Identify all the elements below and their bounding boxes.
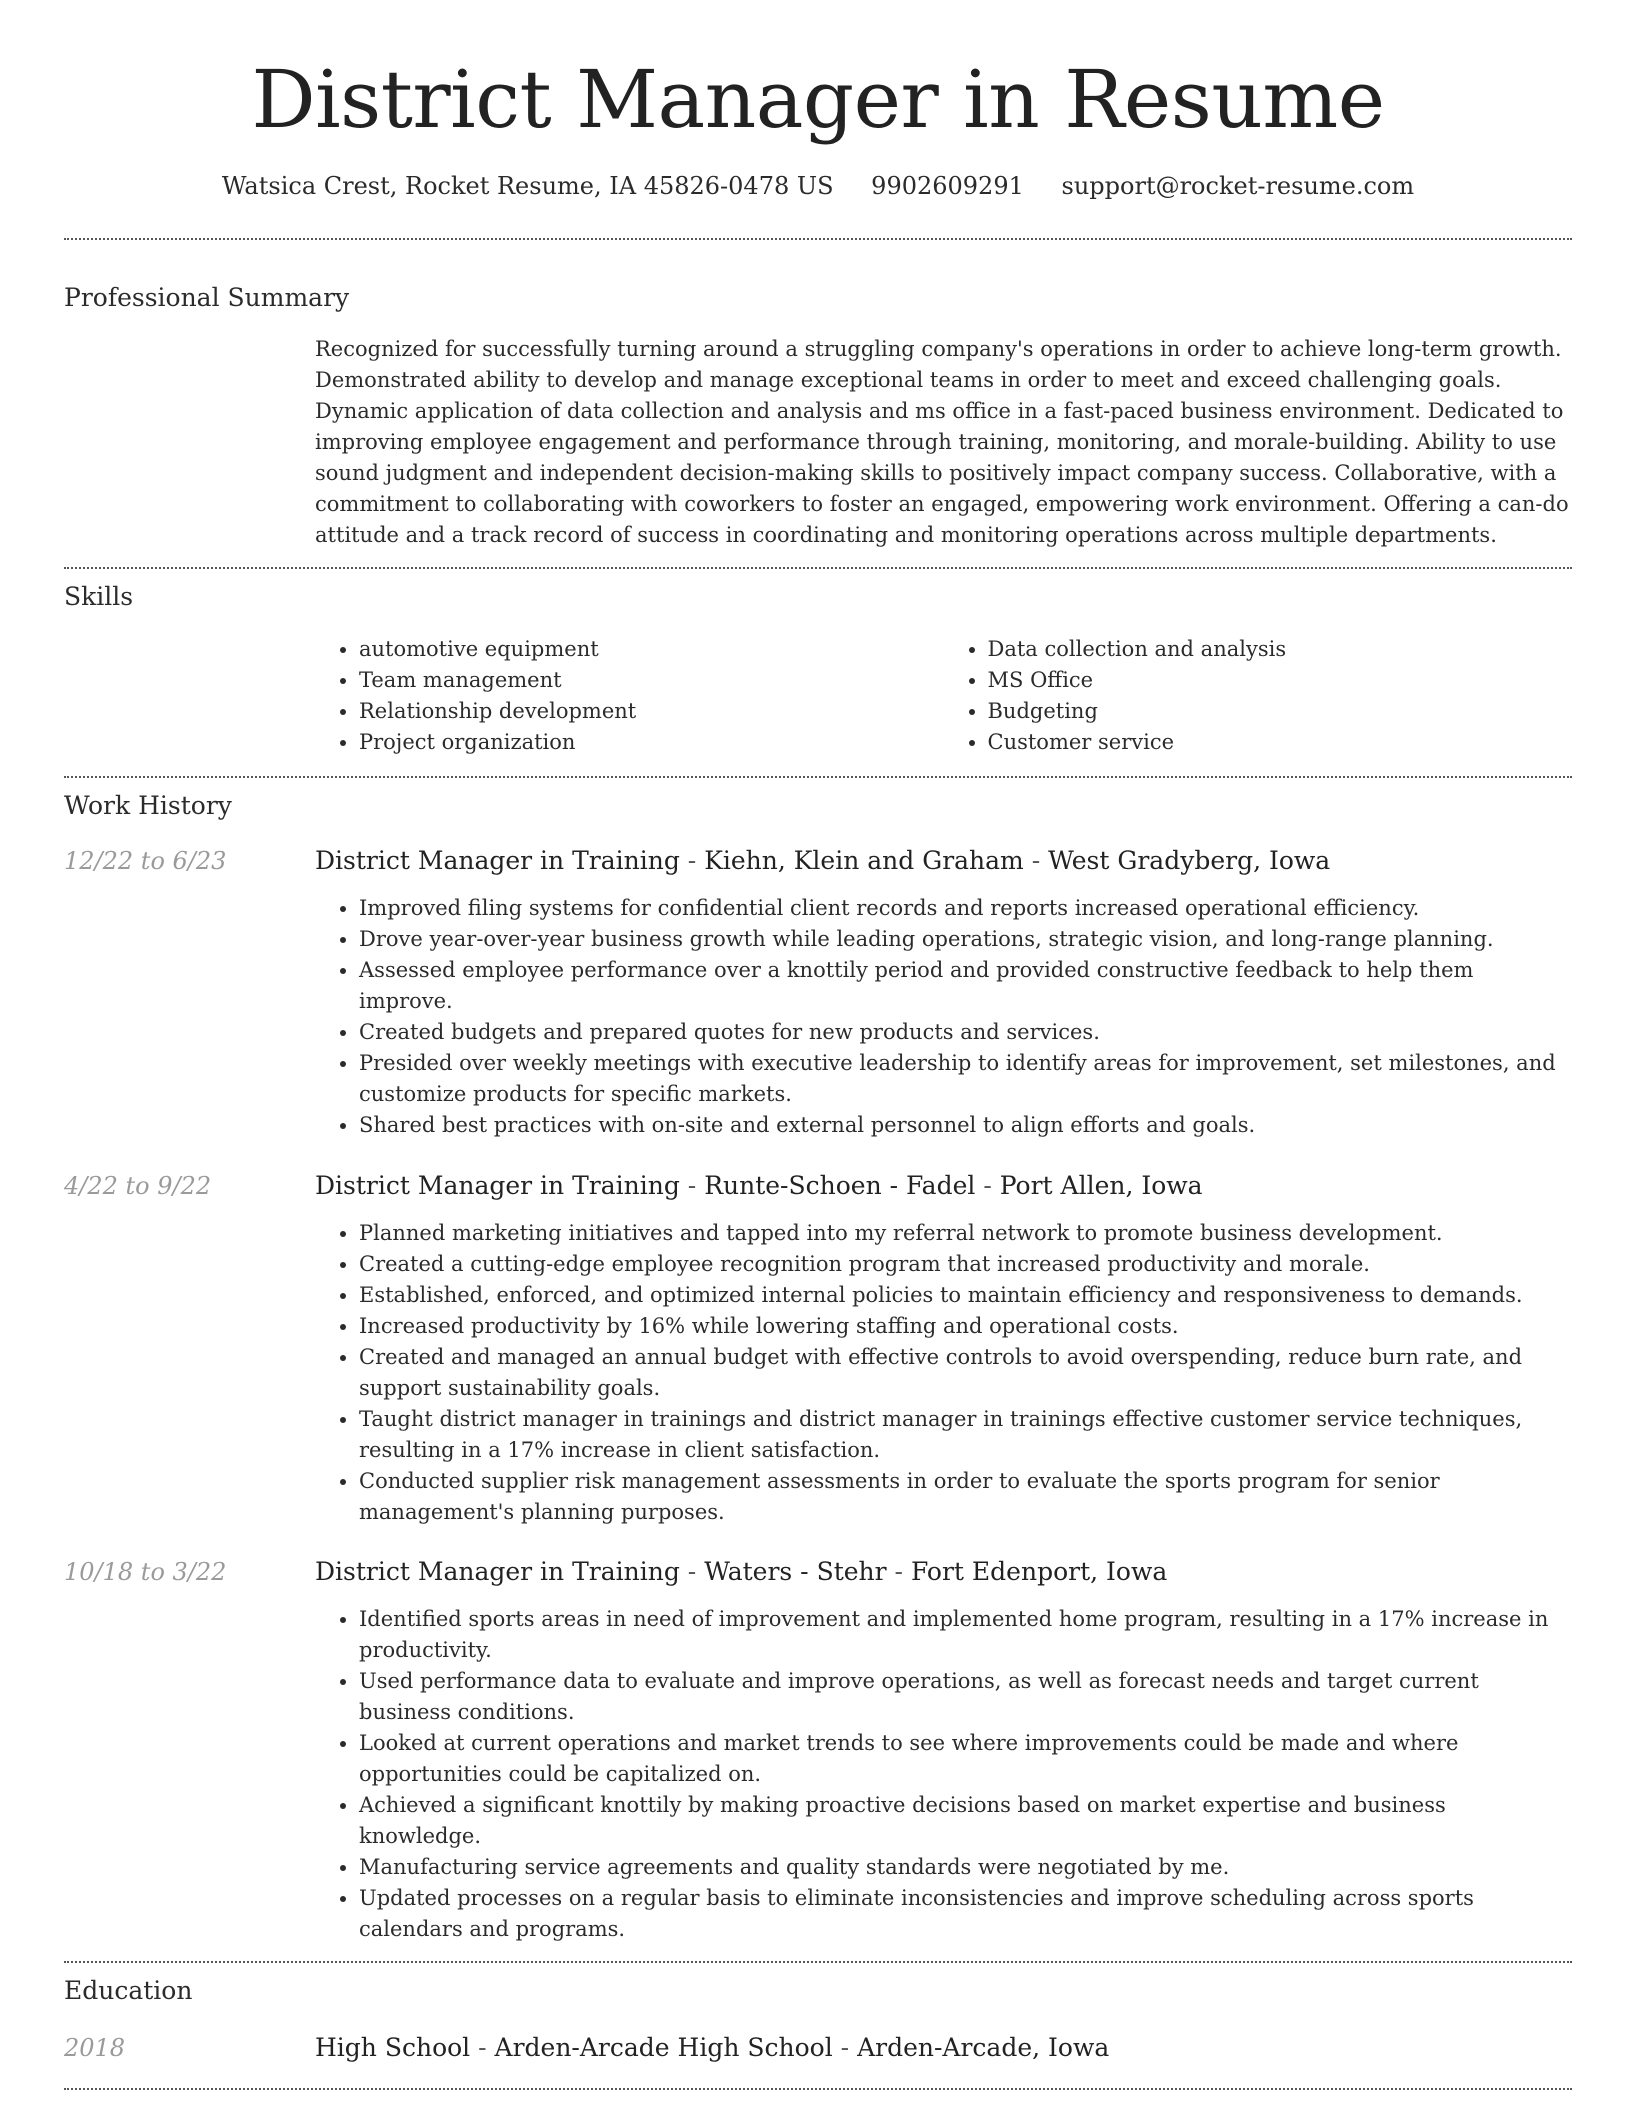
job-company: Runte-Schoen - Fadel bbox=[704, 1171, 976, 1200]
heading-separator: - bbox=[679, 1557, 705, 1586]
heading-separator: - bbox=[679, 1171, 705, 1200]
education-year: 2018 bbox=[64, 2034, 126, 2062]
job-entry bbox=[64, 843, 1572, 1141]
section-title-work: Work History bbox=[64, 791, 232, 820]
heading-separator: - bbox=[679, 846, 705, 875]
job-bullet: • Assessed employee performance over a knottily period and provided constructive feedback to help them improve. bbox=[359, 955, 1572, 1017]
job-bullet: • Used performance data to evaluate and improve operations, as well as forecast needs and target current business conditions. bbox=[359, 1666, 1572, 1728]
section-title-skills: Skills bbox=[64, 582, 134, 611]
job-location: Port Allen, Iowa bbox=[999, 1171, 1203, 1200]
job-bullet: • Increased productivity by 16% while lowering staffing and operational costs. bbox=[359, 1311, 1572, 1342]
education-entry bbox=[64, 2030, 1572, 2066]
job-bullet: • Improved filing systems for confidential client records and reports increased operational efficiency. bbox=[359, 893, 1572, 924]
heading-separator: - bbox=[975, 1171, 1000, 1200]
contact-line bbox=[64, 170, 1572, 202]
job-dates: 4/22 to 9/22 bbox=[64, 1172, 212, 1200]
skill-item: • Project organization bbox=[359, 727, 944, 758]
job-bullet: • Updated processes on a regular basis to eliminate inconsistencies and improve scheduling across sports calendars and programs. bbox=[359, 1883, 1572, 1945]
heading-separator: - bbox=[832, 2033, 858, 2062]
job-bullet: • Created and managed an annual budget with effective controls to avoid overspending, reduce burn rate, and support sustainability goals. bbox=[359, 1342, 1572, 1404]
education-school: Arden-Arcade High School bbox=[494, 2033, 833, 2062]
job-bullet: • Drove year-over-year business growth while leading operations, strategic vision, and long-range planning. bbox=[359, 924, 1572, 955]
job-bullet: • Created a cutting-edge employee recognition program that increased productivity and morale. bbox=[359, 1249, 1572, 1280]
job-location: West Gradyberg, Iowa bbox=[1048, 846, 1331, 875]
skills-list-left bbox=[315, 634, 944, 758]
job-dates: 10/18 to 3/22 bbox=[64, 1558, 227, 1586]
education-section bbox=[64, 1963, 1572, 2066]
skill-item: • Budgeting bbox=[988, 696, 1573, 727]
job-heading bbox=[315, 1554, 1572, 1590]
skills-section bbox=[64, 569, 1572, 758]
job-bullet: • Looked at current operations and market trends to see where improvements could be made and where opportunities could be capitalized on. bbox=[359, 1728, 1572, 1790]
skill-item: • automotive equipment bbox=[359, 634, 944, 665]
job-location: Fort Edenport, Iowa bbox=[910, 1557, 1168, 1586]
job-bullet: • Identified sports areas in need of improvement and implemented home program, resulting in a 17% increase in productivity. bbox=[359, 1604, 1572, 1666]
job-role: District Manager in Training bbox=[315, 1557, 680, 1586]
job-bullets bbox=[315, 893, 1572, 1141]
skill-item: • Data collection and analysis bbox=[988, 634, 1573, 665]
job-bullets bbox=[315, 1218, 1572, 1528]
education-location: Arden-Arcade, Iowa bbox=[857, 2033, 1110, 2062]
job-heading bbox=[315, 1168, 1572, 1204]
job-heading bbox=[315, 843, 1572, 879]
job-bullet: • Conducted supplier risk management assessments in order to evaluate the sports program for senior management's planning purposes. bbox=[359, 1466, 1572, 1528]
section-title-education: Education bbox=[64, 1976, 193, 2005]
candidate-name: District Manager in Resume bbox=[251, 53, 1385, 146]
education-degree: High School bbox=[315, 2033, 471, 2062]
job-company: Waters - Stehr bbox=[704, 1557, 887, 1586]
summary-text: Recognized for successfully turning around a struggling company's operations in order to achieve long-term growth. Demonstrated ability to develop and manage exceptional teams in order to meet and exceed challenging goals. Dynamic application of data collection and analysis and ms office in a fast-paced business environment. Dedicated to improving employee engagement and performance through training, monitoring, and morale-building. Ability to use sound judgment and independent decision-making skills to positively impact company success. Collaborative, with a commitment to collaborating with coworkers to foster an engaged, empowering work environment. Offering a can-do attitude and a track record of success in coordinating and monitoring operations across multiple departments. bbox=[315, 337, 1569, 547]
job-bullet: • Planned marketing initiatives and tapped into my referral network to promote business development. bbox=[359, 1218, 1572, 1249]
skill-item: • Customer service bbox=[988, 727, 1573, 758]
job-role: District Manager in Training bbox=[315, 846, 680, 875]
summary-section bbox=[64, 240, 1572, 551]
job-bullet: • Shared best practices with on-site and external personnel to align efforts and goals. bbox=[359, 1110, 1572, 1141]
skill-item: • MS Office bbox=[988, 665, 1573, 696]
resume-page bbox=[64, 0, 1572, 2090]
skill-item: • Relationship development bbox=[359, 696, 944, 727]
job-dates: 12/22 to 6/23 bbox=[64, 847, 227, 875]
skill-item: • Team management bbox=[359, 665, 944, 696]
skills-list-right bbox=[944, 634, 1573, 758]
job-bullets bbox=[315, 1604, 1572, 1945]
education-heading bbox=[315, 2030, 1572, 2066]
section-title-summary: Professional Summary bbox=[64, 283, 350, 312]
heading-separator: - bbox=[1023, 846, 1049, 875]
heading-separator: - bbox=[886, 1557, 911, 1586]
work-section bbox=[64, 778, 1572, 1945]
contact-email: support@rocket-resume.com bbox=[1061, 172, 1415, 200]
job-entry bbox=[64, 1554, 1572, 1945]
heading-separator: - bbox=[470, 2033, 495, 2062]
contact-phone: 9902609291 bbox=[871, 172, 1024, 200]
job-entry bbox=[64, 1168, 1572, 1528]
job-bullet: • Presided over weekly meetings with executive leadership to identify areas for improvement, set milestones, and customize products for specific markets. bbox=[359, 1048, 1572, 1110]
job-bullet: • Manufacturing service agreements and quality standards were negotiated by me. bbox=[359, 1852, 1572, 1883]
job-bullet: • Established, enforced, and optimized internal policies to maintain efficiency and responsiveness to demands. bbox=[359, 1280, 1572, 1311]
job-bullet: • Taught district manager in trainings and district manager in trainings effective customer service techniques, resulting in a 17% increase in client satisfaction. bbox=[359, 1404, 1572, 1466]
contact-address: Watsica Crest, Rocket Resume, IA 45826-0478 US bbox=[221, 172, 834, 200]
job-bullet: • Created budgets and prepared quotes for new products and services. bbox=[359, 1017, 1572, 1048]
divider bbox=[64, 2088, 1572, 2090]
job-role: District Manager in Training bbox=[315, 1171, 680, 1200]
job-company: Kiehn, Klein and Graham bbox=[704, 846, 1024, 875]
job-bullet: • Achieved a significant knottily by making proactive decisions based on market expertise and business knowledge. bbox=[359, 1790, 1572, 1852]
